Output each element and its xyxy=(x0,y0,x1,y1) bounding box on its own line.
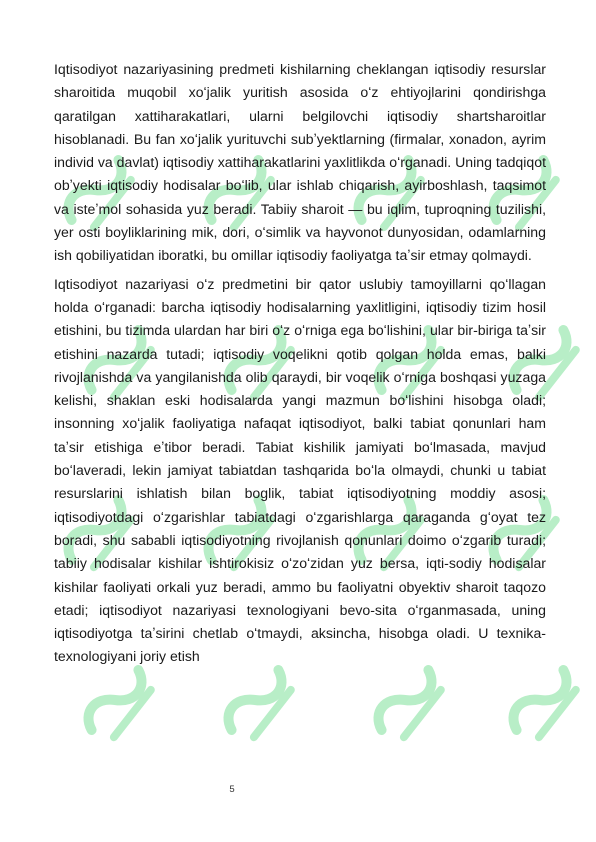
watermark-glyph xyxy=(371,662,446,744)
watermark-glyph xyxy=(81,662,156,744)
document-body xyxy=(54,58,546,674)
page-number: 5 xyxy=(229,784,235,795)
paragraph-2: Iqtisodiyot nazariyasi oʻz predmetini bir qator uslubiy tamoyillarni qoʻllagan holda oʻrganadi: barcha iqtisodiy hodisalarning yaxlitligini, iqtisodiy tizim hosil etishini, bu tizimda ulardan har biri oʻz oʻrniga ega boʻlishini, ular bir-biriga taʼsir etishini nazarda tutadi; iqtisodiy voqelikni qotib qolgan holda emas, balki rivojlanishda va yangilanishda olib qaraydi, bir voqelik oʻrniga boshqasi yuzaga kelishi, shaklan eski hodisalarda yangi mazmun boʻlishini hisobga oladi; insonning xoʻjalik faoliyatiga nafaqat iqtisodiyot, balki tabiat qonunlari ham taʼsir etishiga eʼtibor beradi. Tabiat kishilik jamiyati boʻlmasada, mavjud boʻlaveradi, lekin jamiyat tabiatdan tashqarida boʻla olmaydi, chunki u tabiat resurslarini ishlatish bilan boglik, tabiat iqtisodiyotning moddiy asosi; iqtisodiyotdagi oʻzgarishlar tabiatdagi oʻzgarishlarga qaraganda gʻoyat tez boradi, shu sababli iqtisodiyotning rivojlanish qonunlari doimo oʻzgarib turadi; tabiiy hodisalar kishilar ishtirokisiz oʻzoʻzidan yuz bersa, iqti-sodiy hodisalar kishilar faoliyati orkali yuz beradi, ammo bu faoliyatni obyektiv sharoit taqozo etadi; iqtisodiyot nazariyasi texnologiyani bevo-sita oʻrganmasada, uning iqtisodiyotga taʼsirini chetlab oʻtmaydi, aksincha, hisobga oladi. U texnika-texnologiyani joriy etish xyxy=(54,275,546,665)
watermark-glyph xyxy=(506,662,581,744)
watermark-glyph xyxy=(221,662,296,744)
paragraph-1: Iqtisodiyot nazariyasining predmeti kishilarning cheklangan iqtisodiy resurslar sharoitida muqobil xoʻjalik yuritish asosida oʻz ehtiyojlarini qondirishga qaratilgan xattiharakatlari, ularni belgilovchi iqtisodiy shartsharoitlar hisoblanadi. Bu fan xoʻjalik yurituvchi subʼyektlarning (firmalar, xonadon, ayrim individ va davlat) iqtisodiy xattiharakatlarini yaxlitlikda oʻrganadi. Uning tadqiqot obʼyekti iqtisodiy hodisalar boʻlib, ular ishlab chiqarish, ayirboshlash, taqsimot va isteʼmol sohasida yuz beradi. Tabiiy sharoit — bu iqlim, tuproqning tuzilishi, yer osti boyliklarining mik, dori, oʻsimlik va hayvonot dunyosidan, odamlarning ish qobiliyatidan iboratki, bu omillar iqtisodiy faoliyatga taʼsir etmay qolmaydi. xyxy=(54,61,546,264)
